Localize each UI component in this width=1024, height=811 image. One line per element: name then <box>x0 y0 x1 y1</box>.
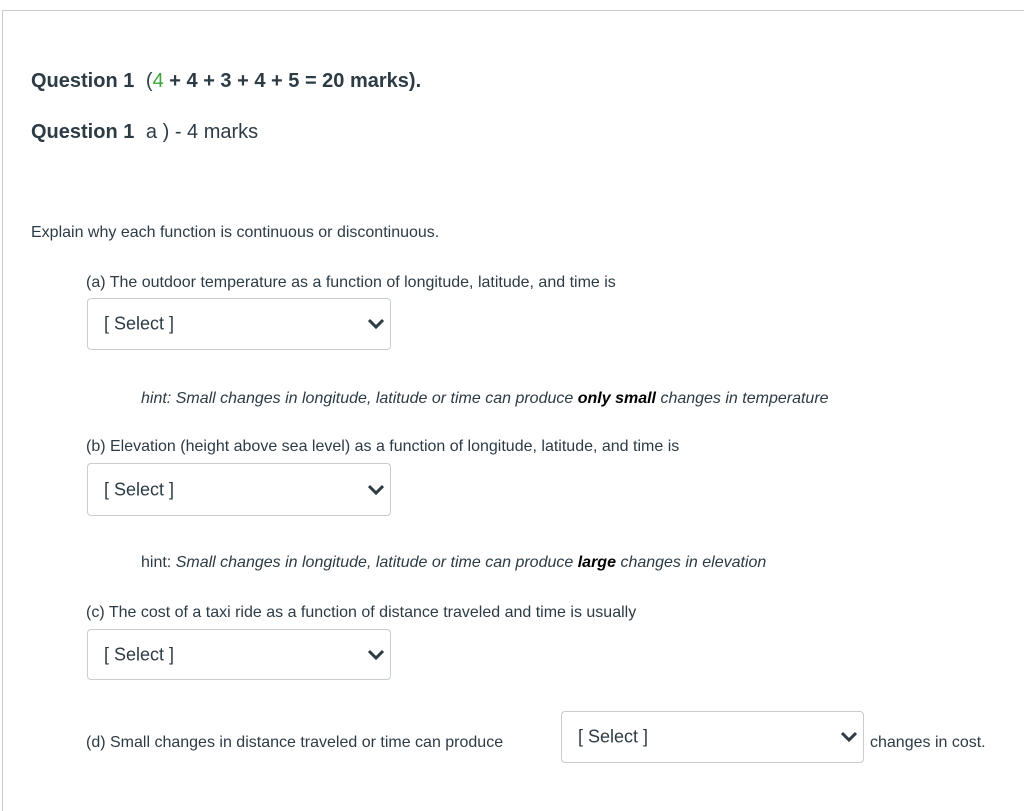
part-a-hint-bold: only small <box>577 390 656 407</box>
part-b-hint <box>141 554 766 572</box>
part-c-text: (c) The cost of a taxi ride as a function of distance traveled and time is usually <box>86 604 637 621</box>
question-title-first-mark: 4 <box>152 70 164 92</box>
part-a-hint <box>141 390 829 408</box>
part-a-select[interactable] <box>87 298 391 350</box>
part-d-select-label: [ Select ] <box>578 726 649 747</box>
part-b-select[interactable] <box>87 463 391 516</box>
chevron-down-icon <box>841 731 857 743</box>
part-d-select[interactable] <box>561 711 864 763</box>
part-b-select-label: [ Select ] <box>104 479 175 499</box>
subtitle-prefix: Question 1 <box>31 121 135 143</box>
question-subtitle <box>31 121 258 144</box>
question-title <box>31 70 421 93</box>
part-b-hint-after: changes in elevation <box>620 554 767 571</box>
part-b-hint-bold: large <box>577 554 616 571</box>
instruction-text: Explain why each function is continuous or discontinuous. <box>31 224 440 241</box>
question-title-rest: + 4 + 3 + 4 + 5 = 20 marks). <box>169 70 422 92</box>
part-c-select-label: [ Select ] <box>104 644 175 664</box>
part-a-hint-label: hint: <box>141 390 172 407</box>
part-a-select-label: [ Select ] <box>104 313 175 334</box>
chevron-down-icon <box>368 484 384 496</box>
part-a-hint-before: Small changes in longitude, latitude or time can produce <box>175 390 574 407</box>
part-b-hint-label: hint: <box>141 554 172 571</box>
part-d-text-before: (d) Small changes in distance traveled or time can produce <box>86 734 504 751</box>
part-c-select[interactable] <box>87 629 391 680</box>
part-a-hint-after: changes in temperature <box>660 390 829 407</box>
part-d-text-after: changes in cost. <box>870 734 986 751</box>
part-b-text: (b) Elevation (height above sea level) as a function of longitude, latitude, and time is <box>86 438 680 455</box>
subtitle-rest: a ) - 4 marks <box>145 121 259 143</box>
chevron-down-icon <box>368 649 384 661</box>
question-title-open: ( <box>145 70 153 92</box>
chevron-down-icon <box>368 318 384 330</box>
question-title-prefix: Question 1 <box>31 70 135 92</box>
part-b-hint-before: Small changes in longitude, latitude or time can produce <box>175 554 574 571</box>
part-a-text: (a) The outdoor temperature as a function of longitude, latitude, and time is <box>86 274 616 291</box>
